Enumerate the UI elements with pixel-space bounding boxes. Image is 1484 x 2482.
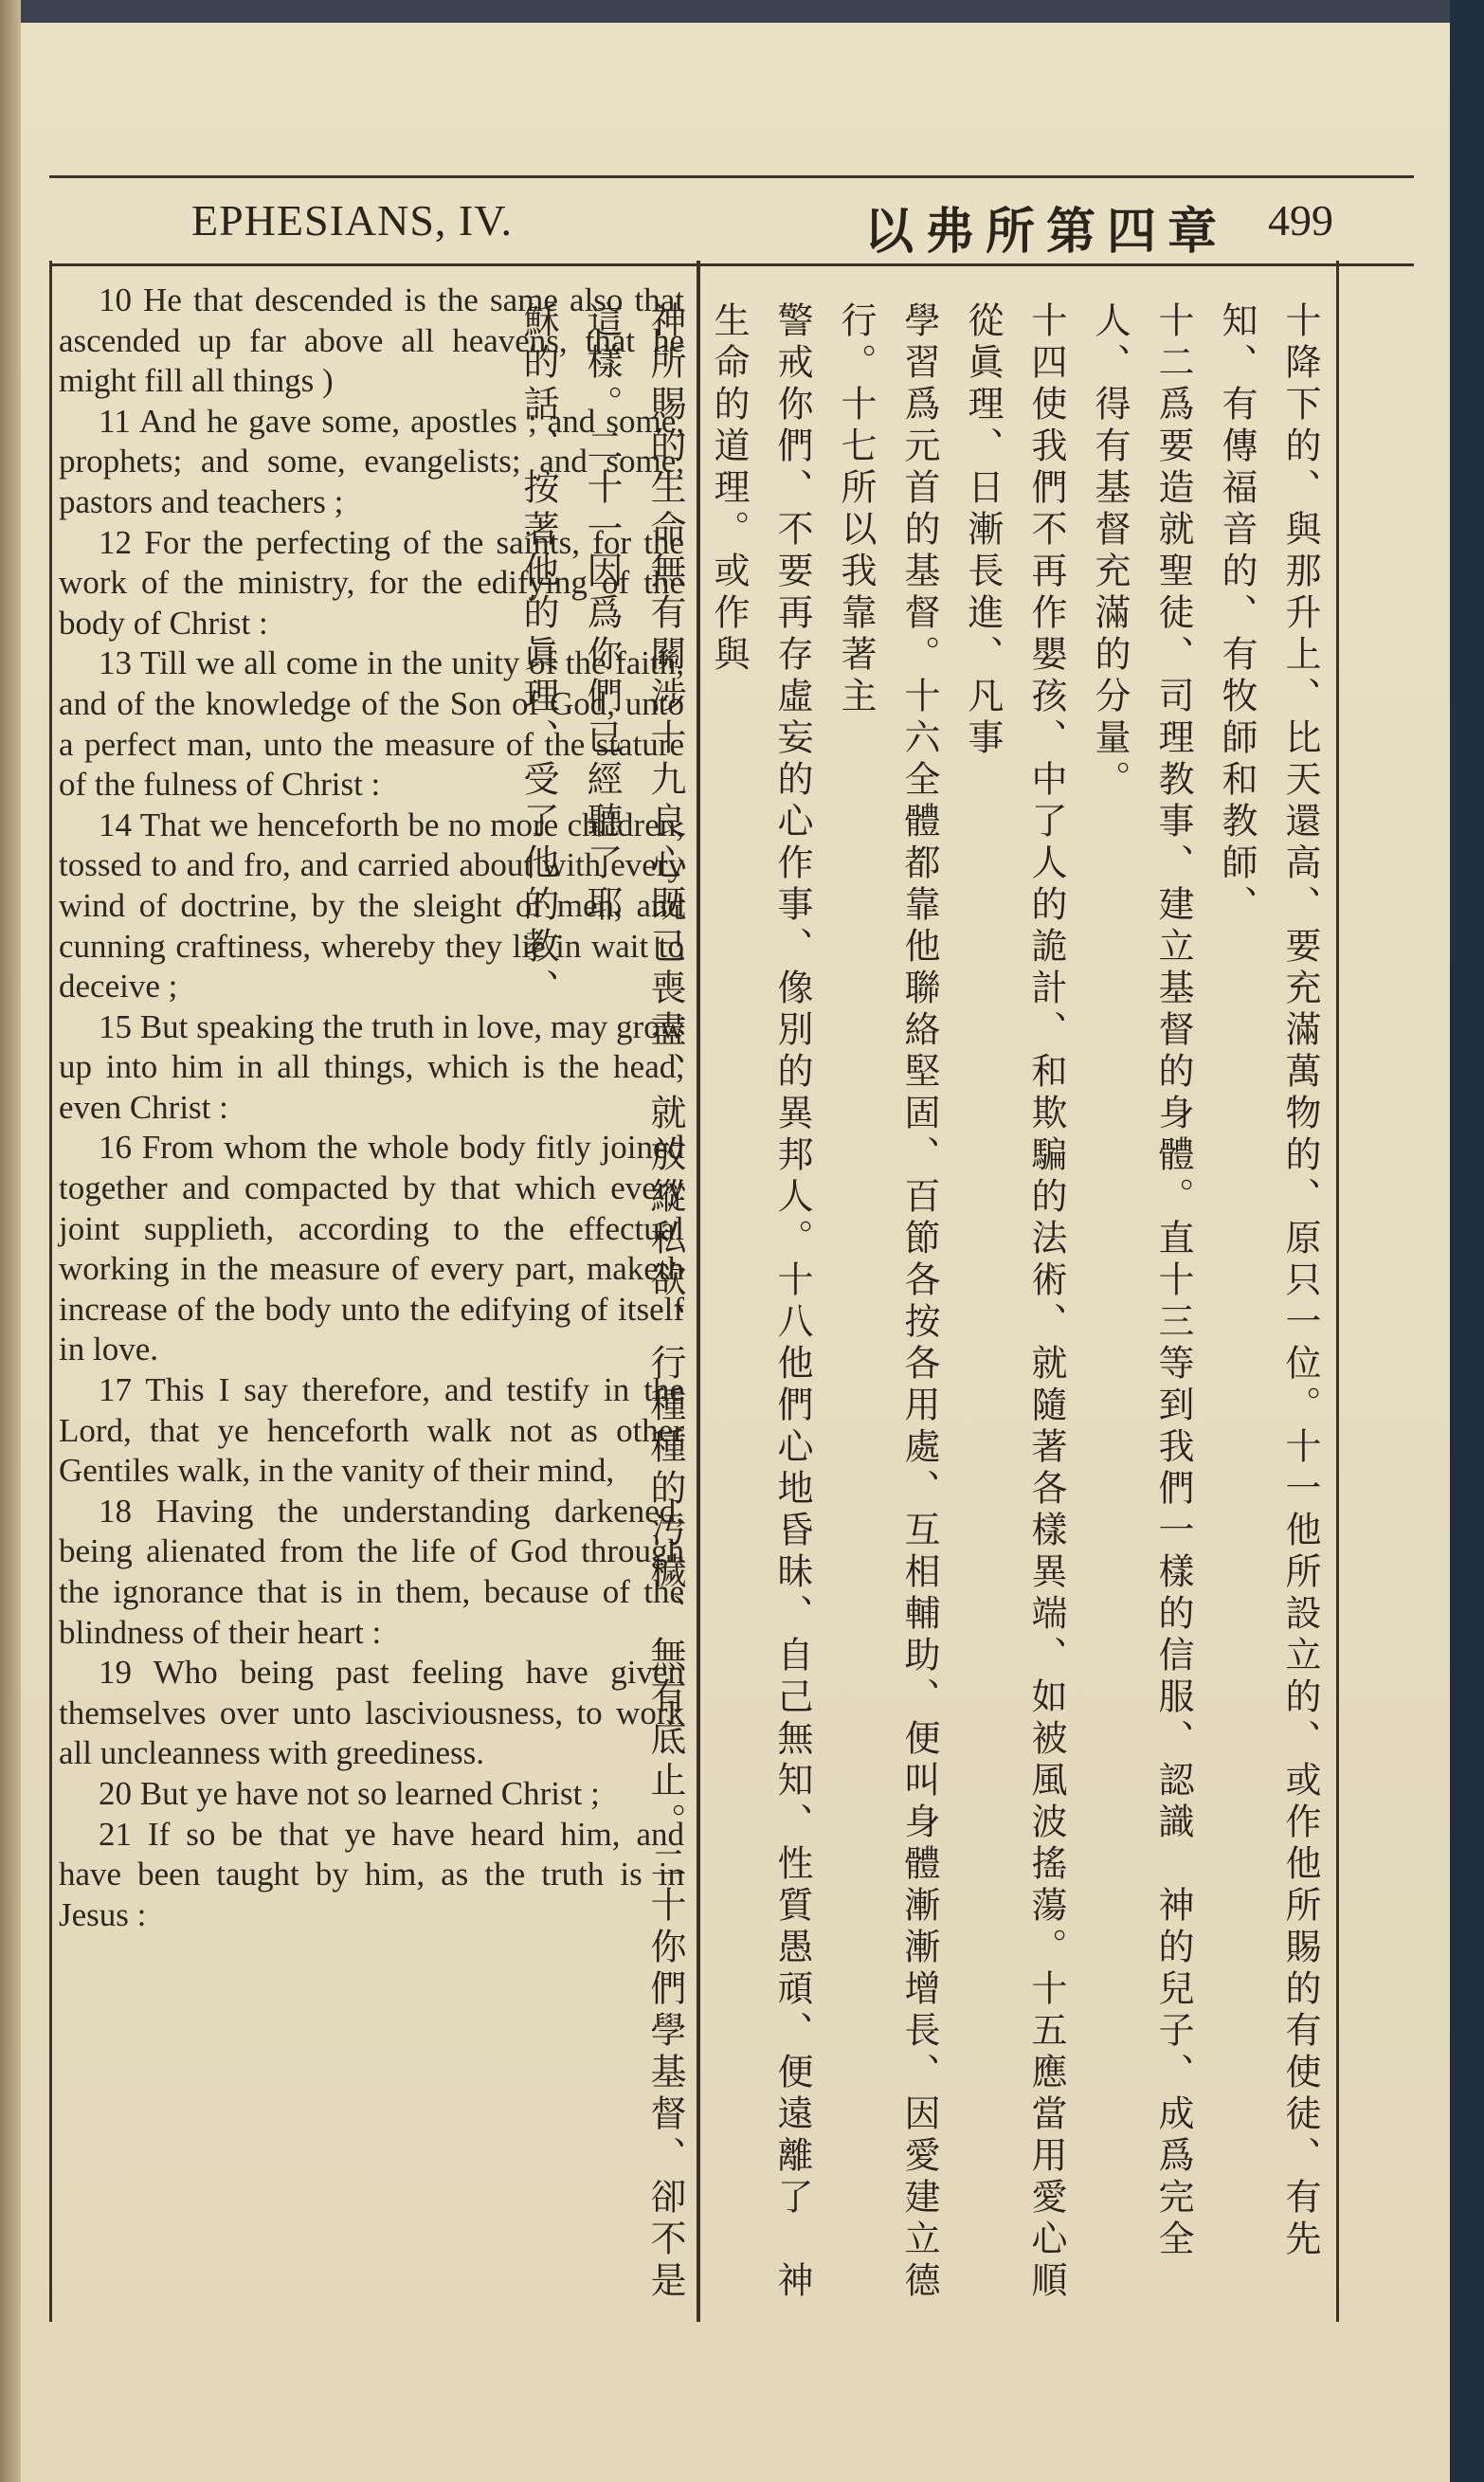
verse-17: 17 This I say therefore, and testify in the Lord, that ye henceforth walk not as other Gentiles walk, in the vanity of their mind,	[59, 1371, 684, 1490]
verse-11: 11 And he gave some, apostles ; and some, prophets; and some, evangelists; and some, pastors and teachers ;	[59, 402, 684, 520]
verse-21: 21 If so be that ye have heard him, and have been taught by him, as the truth is in Jesus :	[59, 1815, 684, 1933]
verse-12: 12 For the perfecting of the saints, for the work of the ministry, for the edifying of the body of Christ :	[59, 523, 684, 642]
chinese-column: 神所賜的生命無有關涉十九良心既已喪盡、就放縱私欲、行種種的汚穢、無有底止。二十你們學基督、卻不是這樣。二十一因爲你們已經聽了耶	[581, 301, 686, 2303]
chinese-running-title: 以弗所第四章	[864, 204, 1229, 261]
verse-16: 16 From whom the whole body fitly joined together and compacted by that which every joint supplieth, according to the effectual working in the measure of every part, maketh increase of the body unto the edifying of itself in love.	[59, 1129, 684, 1368]
chinese-column: 十四使我們不再作嬰孩、中了人的詭計、和欺騙的法術、就隨著各樣異端、如被風波搖蕩。十五應當用愛心順從眞理、日漸長進、凡事	[962, 301, 1067, 2303]
verse-19: 19 Who being past feeling have given themselves over unto lasciviousness, to work all uncleanness with greediness.	[59, 1654, 684, 1772]
verse-20: 20 But ye have not so learned Christ ;	[99, 1774, 600, 1812]
book-cover-edge	[1450, 0, 1484, 2482]
verse-13: 13 Till we all come in the unity of the faith, and of the knowledge of the Son of God, unto a perfect man, unto the measure of the stature of the fulness of Christ :	[59, 644, 684, 804]
chinese-column: 十降下的、與那升上、比天還高、要充滿萬物的、原只一位。十一他所設立的、或作他所賜的有使徒、有先知、有傳福音的、有牧師和教師、	[1216, 301, 1321, 2261]
chinese-column: 警戒你們、不要再存虛妄的心作事、像別的異邦人。十八他們心地昏昧、自己無知、性質愚頑、便遠離了 神生命的道理。或作與	[708, 301, 813, 2303]
page-header	[49, 175, 1414, 266]
left-border-rule	[49, 261, 52, 2322]
chinese-column: 穌的話、按著他的眞理、受了他的教、	[517, 301, 559, 1010]
right-border-rule	[1336, 261, 1339, 2322]
chinese-text-column	[517, 301, 1331, 2306]
book-spine	[0, 0, 21, 2482]
chinese-column: 十二爲要造就聖徒、司理教事、建立基督的身體。直十三等到我們一樣的信服、認識 神的兒子、成爲完全人、得有基督充滿的分量。	[1089, 301, 1194, 2261]
english-running-title: EPHESIANS, IV.	[191, 196, 514, 245]
verse-18: 18 Having the understanding darkened, being alienated from the life of God through the ignorance that is in them, because of the blindness of their heart :	[59, 1492, 684, 1651]
verse-14: 14 That we henceforth be no more children, tossed to and fro, and carried about with every wind of doctrine, by the sleight of men, and cunning craftiness, whereby they lie in wait to deceive ;	[59, 806, 684, 1005]
chinese-column: 學習爲元首的基督。十六全體都靠他聯絡堅固、百節各按各用處、互相輔助、便叫身體漸漸增長、因愛建立德行。十七所以我靠著主	[835, 301, 940, 2303]
verse-15: 15 But speaking the truth in love, may grow up into him in all things, which is the head, even Christ :	[59, 1007, 684, 1126]
verse-10: 10 He that descended is the same also that ascended up far above all heavens, that he might fill all things )	[59, 281, 684, 400]
page-number: 499	[1268, 196, 1333, 245]
